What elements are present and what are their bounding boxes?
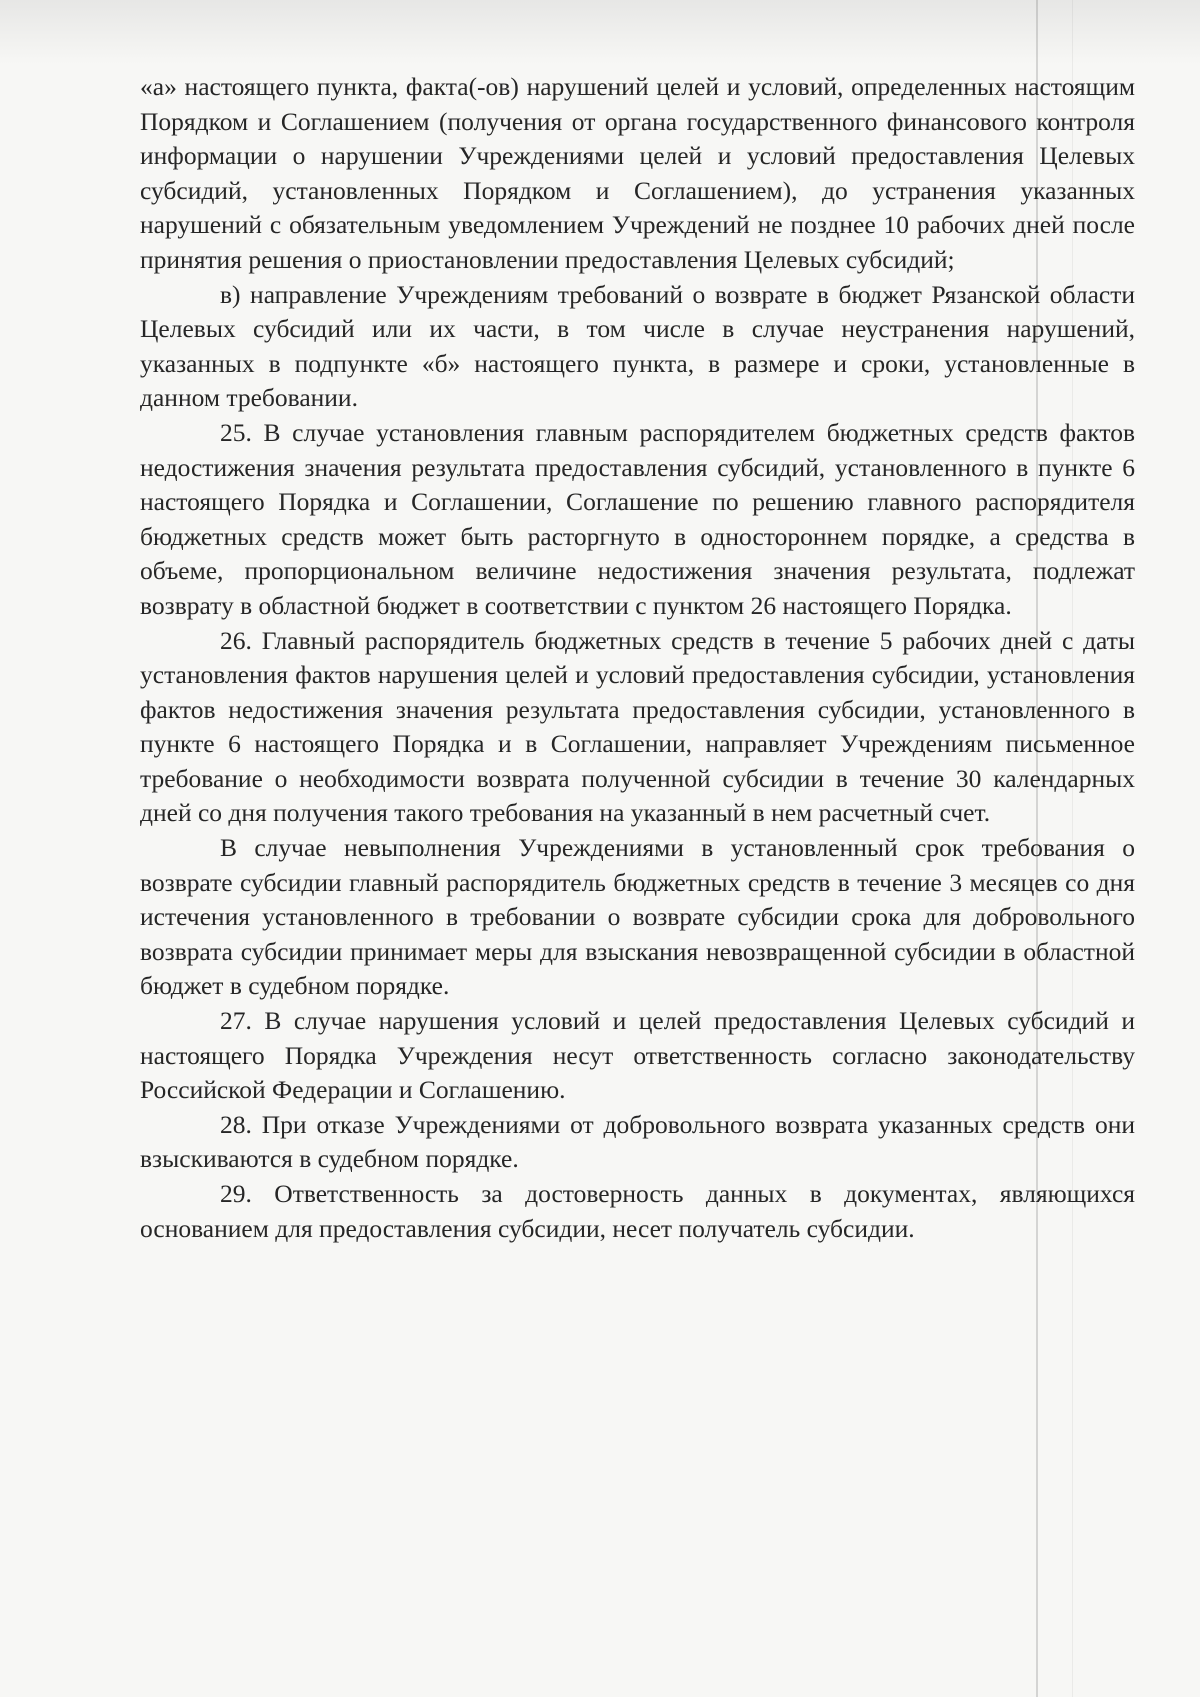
paragraph-27: 27. В случае нарушения условий и целей предоставления Целевых субсидий и настоящего Порядка Учреждения несут ответственность согласно законодательству Российской Федерации и Соглашению. (140, 1006, 1135, 1105)
scan-artifact-top (0, 0, 1200, 64)
paragraph-26: 26. Главный распорядитель бюджетных средств в течение 5 рабочих дней с даты установления фактов нарушения целей и условий предоставления субсидии, установления фактов недостижения значения результата предоставления субсидии, установленного в пункте 6 настоящего Порядка и в Соглашении, направляет Учреждениям письменное требование о необходимости возврата полученной субсидии в течение 30 календарных дней со дня получения такого требования на указанный в нем расчетный счет. (140, 625, 1135, 828)
paragraph-item-v: в) направление Учреждениям требований о возврате в бюджет Рязанской области Целевых субсидий или их части, в том числе в случае неустранения нарушений, указанных в подпункте «б» настоящего пункта, в размере и сроки, установленные в данном требовании. (140, 279, 1135, 413)
paragraph-continuation: «а» настоящего пункта, факта(-ов) нарушений целей и условий, определенных настоящим Порядком и Соглашением (получения от органа государственного финансового контроля информации о нарушении Учреждениями целей и условий предоставления Целевых субсидий, установленных Порядком и Соглашением), до устранения указанных нарушений с обязательным уведомлением Учреждений не позднее 10 рабочих дней после принятия решения о приостановлении предоставления Целевых субсидий; (140, 72, 1135, 274)
paragraph-28: 28. При отказе Учреждениями от добровольного возврата указанных средств они взыскиваются в судебном порядке. (140, 1109, 1135, 1174)
paragraph-26-continued: В случае невыполнения Учреждениями в установленный срок требования о возврате субсидии главный распорядитель бюджетных средств в течение 3 месяцев со дня истечения установленного в требовании о возврате субсидии срока для добровольного возврата субсидии принимает меры для взыскания невозвращенной субсидии в областной бюджет в судебном порядке. (140, 833, 1135, 1001)
paragraph-29: 29. Ответственность за достоверность данных в документах, являющихся основанием для предоставления субсидии, несет получатель субсидии. (140, 1179, 1135, 1243)
paragraph-25: 25. В случае установления главным распорядителем бюджетных средств фактов недостижения значения результата предоставления субсидий, установленного в пункте 6 настоящего Порядка и Соглашении, Соглашение по решению главного распорядителя бюджетных средств может быть расторгнуто в одностороннем порядке, а средства в объеме, пропорциональном величине недостижения значения результата, подлежат возврату в областной бюджет в соответствии с пунктом 26 настоящего Порядка. (140, 417, 1135, 620)
document-body (140, 70, 1135, 1246)
